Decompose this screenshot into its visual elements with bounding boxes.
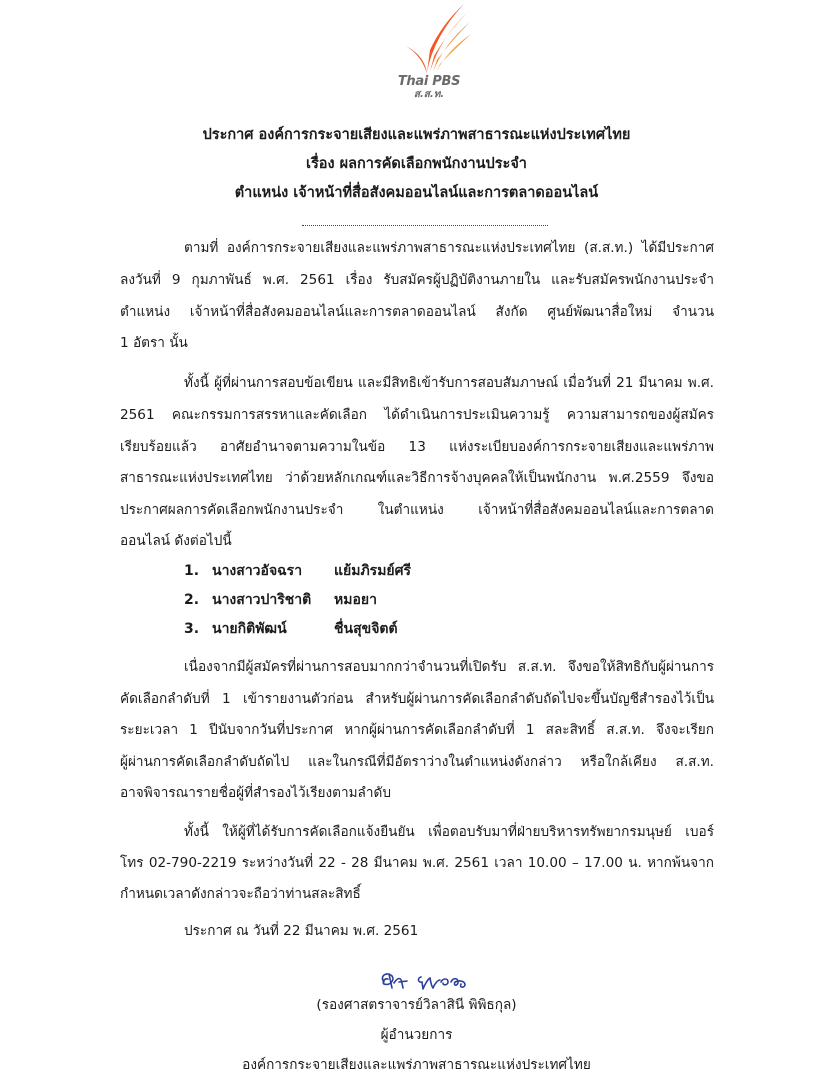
signatory-organization: องค์การกระจายเสียงและแพร่ภาพสาธารณะแห่งประเทศไทย (242, 1057, 591, 1073)
paragraph-line: คัดเลือกลำดับที่ 1 เข้ารายงานตัวก่อน สำหรับผู้ผ่านการคัดเลือกลำดับถัดไปจะขึ้นบัญชีสำรองไว้เป็น (120, 691, 714, 707)
signatory-title: ผู้อำนวยการ (380, 1027, 453, 1043)
announcement-date: ประกาศ ณ วันที่ 22 มีนาคม พ.ศ. 2561 (184, 923, 419, 939)
candidate-first-name: นายกิติพัฒน์ (212, 621, 287, 637)
paragraph-line: ลงวันที่ 9 กุมภาพันธ์ พ.ศ. 2561 เรื่อง รับสมัครผู้ปฏิบัติงานภายใน และรับสมัครพนักงานประจำ (120, 272, 714, 288)
item-number: 3. (184, 621, 200, 637)
paragraph-line: 2561 คณะกรรมการสรรหาและคัดเลือก ได้ดำเนินการประเมินความรู้ ความสามารถของผู้สมัคร (120, 407, 714, 423)
logo-sub-text: ส.ส.ท. (413, 89, 445, 100)
handwritten-signature (375, 968, 490, 994)
paragraph-line: 1 อัตรา นั้น (120, 335, 188, 351)
bird-icon (384, 2, 474, 80)
paragraph-line: อาจพิจารณารายชื่อผู้ที่สำรองไว้เรียงตามลำดับ (120, 785, 391, 801)
paragraph-line: กำหนดเวลาดังกล่าวจะถือว่าท่านสละสิทธิ์ (120, 886, 361, 902)
paragraph-line: สาธารณะแห่งประเทศไทย ว่าด้วยหลักเกณฑ์และวิธีการจ้างบุคคลให้เป็นพนักงาน พ.ศ.2559 จึงขอ (120, 470, 714, 486)
candidate-first-name: นางสาวปาริชาติ (212, 592, 312, 608)
paragraph-line: เนื่องจากมีผู้สมัครที่ผ่านการสอบมากกว่าจำนวนที่เปิดรับ ส.ส.ท. จึงขอให้สิทธิกับผู้ผ่านการ (184, 659, 714, 675)
paragraph-line: ผู้ผ่านการคัดเลือกลำดับถัดไป และในกรณีที่มีอัตราว่างในตำแหน่งดังกล่าว หรือใกล้เคียง ส.ส.ท. (120, 754, 714, 770)
title-line-2: เรื่อง ผลการคัดเลือกพนักงานประจำ (306, 156, 527, 172)
paragraph-line: ทั้งนี้ ให้ผู้ที่ได้รับการคัดเลือกแจ้งยืนยัน เพื่อตอบรับมาที่ฝ่ายบริหารทรัพยากรมนุษย์ เบอร์ (184, 824, 714, 840)
item-number: 1. (184, 563, 200, 579)
candidate-last-name: ชื่นสุขจิตต์ (334, 621, 398, 637)
paragraph-line: ทั้งนี้ ผู้ที่ผ่านการสอบข้อเขียน และมีสิทธิเข้ารับการสอบสัมภาษณ์ เมื่อวันที่ 21 มีนาคม พ.ศ. (184, 375, 714, 391)
paragraph-line: ประกาศผลการคัดเลือกพนักงานประจำ ในตำแหน่ง เจ้าหน้าที่สื่อสังคมออนไลน์และการตลาด (120, 502, 714, 518)
candidate-last-name: แย้มภิรมย์ศรี (334, 563, 412, 579)
logo-brand-text: Thai PBS (397, 74, 461, 89)
title-line-1: ประกาศ องค์การกระจายเสียงและแพร่ภาพสาธารณะแห่งประเทศไทย (202, 127, 631, 143)
item-number: 2. (184, 592, 200, 608)
paragraph-line: โทร 02-790-2219 ระหว่างวันที่ 22 - 28 มีนาคม พ.ศ. 2561 เวลา 10.00 – 17.00 น. หากพ้นจาก (120, 855, 714, 871)
title-line-3: ตำแหน่ง เจ้าหน้าที่สื่อสังคมออนไลน์และการตลาดออนไลน์ (234, 185, 599, 201)
paragraph-line: ระยะเวลา 1 ปีนับจากวันที่ประกาศ หากผู้ผ่านการคัดเลือกลำดับที่ 1 สละสิทธิ์ ส.ส.ท. จึงจะเรียก (120, 722, 714, 738)
dotted-divider (302, 225, 548, 226)
thai-pbs-logo (384, 2, 474, 106)
paragraph-line: ออนไลน์ ดังต่อไปนี้ (120, 533, 232, 549)
candidate-last-name: หมอยา (334, 592, 377, 608)
signatory-name: (รองศาสตราจารย์วิลาสินี พิพิธกุล) (316, 997, 517, 1013)
paragraph-line: เรียบร้อยแล้ว อาศัยอำนาจตามความในข้อ 13 แห่งระเบียบองค์การกระจายเสียงและแพร่ภาพ (120, 439, 714, 455)
paragraph-line: ตำแหน่ง เจ้าหน้าที่สื่อสังคมออนไลน์และการตลาดออนไลน์ สังกัด ศูนย์พัฒนาสื่อใหม่ จำนวน (120, 304, 714, 320)
paragraph-line: ตามที่ องค์การกระจายเสียงและแพร่ภาพสาธารณะแห่งประเทศไทย (ส.ส.ท.) ได้มีประกาศ (184, 240, 714, 256)
candidate-first-name: นางสาวอัจฉรา (212, 563, 303, 579)
